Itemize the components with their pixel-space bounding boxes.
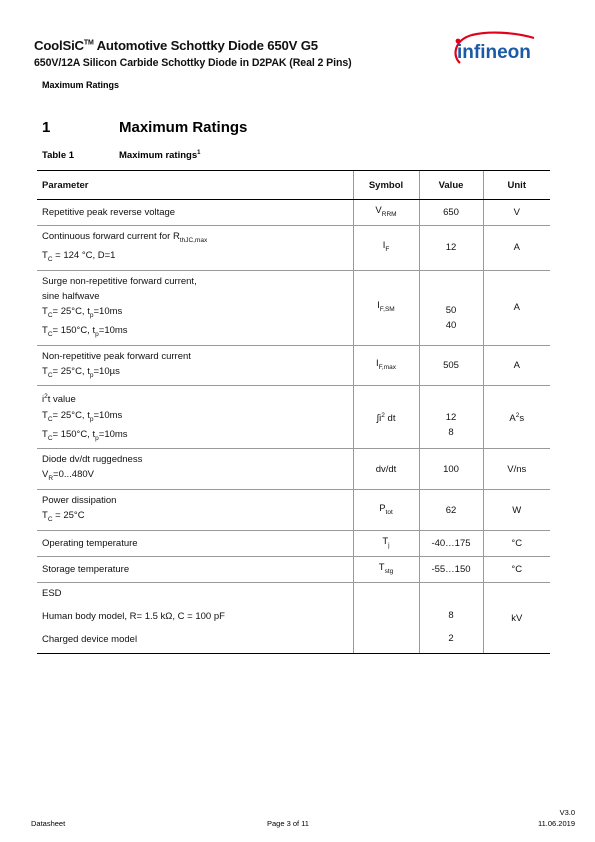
header-symbol: Symbol [353,171,419,200]
value-cell: 50 40 [419,270,483,345]
section-title: Maximum Ratings [119,119,248,136]
unit-cell: A [483,345,550,386]
section-heading [42,119,247,136]
symbol-cell: $P_{tot}$ [353,490,419,531]
running-section-header: Maximum Ratings [42,80,120,90]
footer-doc-type: Datasheet [31,819,66,828]
footer-version: V3.0 [559,808,575,817]
param-cell: Surge non-repetitive forward current, sine halfwave $T_C= 25^\circ C$, $t_p=10ms$ $T_C= 150^\circ C$, $t_p=10ms$ [37,270,353,345]
footer-page-number: Page 3 of 11 [267,819,309,828]
symbol-cell: $I_{F,max}$ [353,345,419,386]
header-unit: Unit [483,171,550,200]
value-cell: 12 8 [419,386,483,449]
table-row [37,557,550,583]
maximum-ratings-table [37,170,550,654]
table-title: Maximum ratings [119,150,198,162]
title-text: CoolSiC [34,38,84,53]
unit-cell: kV [483,583,550,654]
param-cell: ESD Human body model, R= 1.5 kΩ, C = 100 pF Charged device model [37,583,353,654]
table-row [37,226,550,271]
infineon-logo [448,30,544,70]
symbol-cell: $\int i^2$ dt [353,386,419,449]
param-cell: Operating temperature [37,531,353,557]
unit-cell: W [483,490,550,531]
param-cell: Continuous forward current for $R_{thJC,max}$ $T_C = 124$ °C, D=1 [37,226,353,271]
unit-cell: V [483,200,550,226]
header-parameter: Parameter [37,171,353,200]
table-row [37,270,550,345]
title-text-rest: Automotive Schottky Diode 650V G5 [93,38,318,53]
table-row [37,490,550,531]
document-title [34,38,318,53]
symbol-cell: dv/dt [353,449,419,490]
unit-cell: $A^2s$ [483,386,550,449]
value-cell: 12 [419,226,483,271]
section-number: 1 [42,119,51,136]
table-caption [42,150,200,161]
param-cell: $i^2t$ value $T_C= 25^\circ C$, $t_p=10ms$ $T_C= 150^\circ C$, $t_p=10ms$ [37,386,353,449]
value-cell: 505 [419,345,483,386]
param-cell: Diode dv/dt ruggedness $V_R=0...480V$ [37,449,353,490]
table-header-row [37,171,550,200]
unit-cell: °C [483,557,550,583]
table-row [37,449,550,490]
value-cell: 62 [419,490,483,531]
unit-cell: A [483,270,550,345]
logo-wordmark: infineon [457,42,531,63]
table-row [37,386,550,449]
symbol-cell: $T_{stg}$ [353,557,419,583]
value-cell: -55…150 [419,557,483,583]
symbol-cell [353,583,419,654]
footer-date: 11.06.2019 [538,819,575,828]
table-row [37,583,550,654]
symbol-cell: $I_{F,SM}$ [353,270,419,345]
value-cell: -40…175 [419,531,483,557]
value-cell: 650 [419,200,483,226]
document-subtitle: 650V/12A Silicon Carbide Schottky Diode in D2PAK (Real 2 Pins) [34,57,352,69]
header-value: Value [419,171,483,200]
param-cell: Non-repetitive peak forward current $T_C= 25^\circ C$, $t_p=10\mu s$ [37,345,353,386]
table-row [37,345,550,386]
symbol-cell: $I_F$ [353,226,419,271]
value-cell: 100 [419,449,483,490]
unit-cell: A [483,226,550,271]
param-cell: Storage temperature [37,557,353,583]
symbol-cell: $V_{RRM}$ [353,200,419,226]
symbol-cell: $T_j$ [353,531,419,557]
unit-cell: V/ns [483,449,550,490]
table-label: Table 1 [42,150,75,162]
footnote-mark: 1 [197,150,201,156]
value-cell: 8 2 [419,583,483,654]
param-cell: Repetitive peak reverse voltage [37,200,353,226]
table-row [37,200,550,226]
trademark-mark: TM [83,39,94,47]
table-row [37,531,550,557]
param-cell: Power dissipation $T_C = 25^\circ C$ [37,490,353,531]
unit-cell: °C [483,531,550,557]
